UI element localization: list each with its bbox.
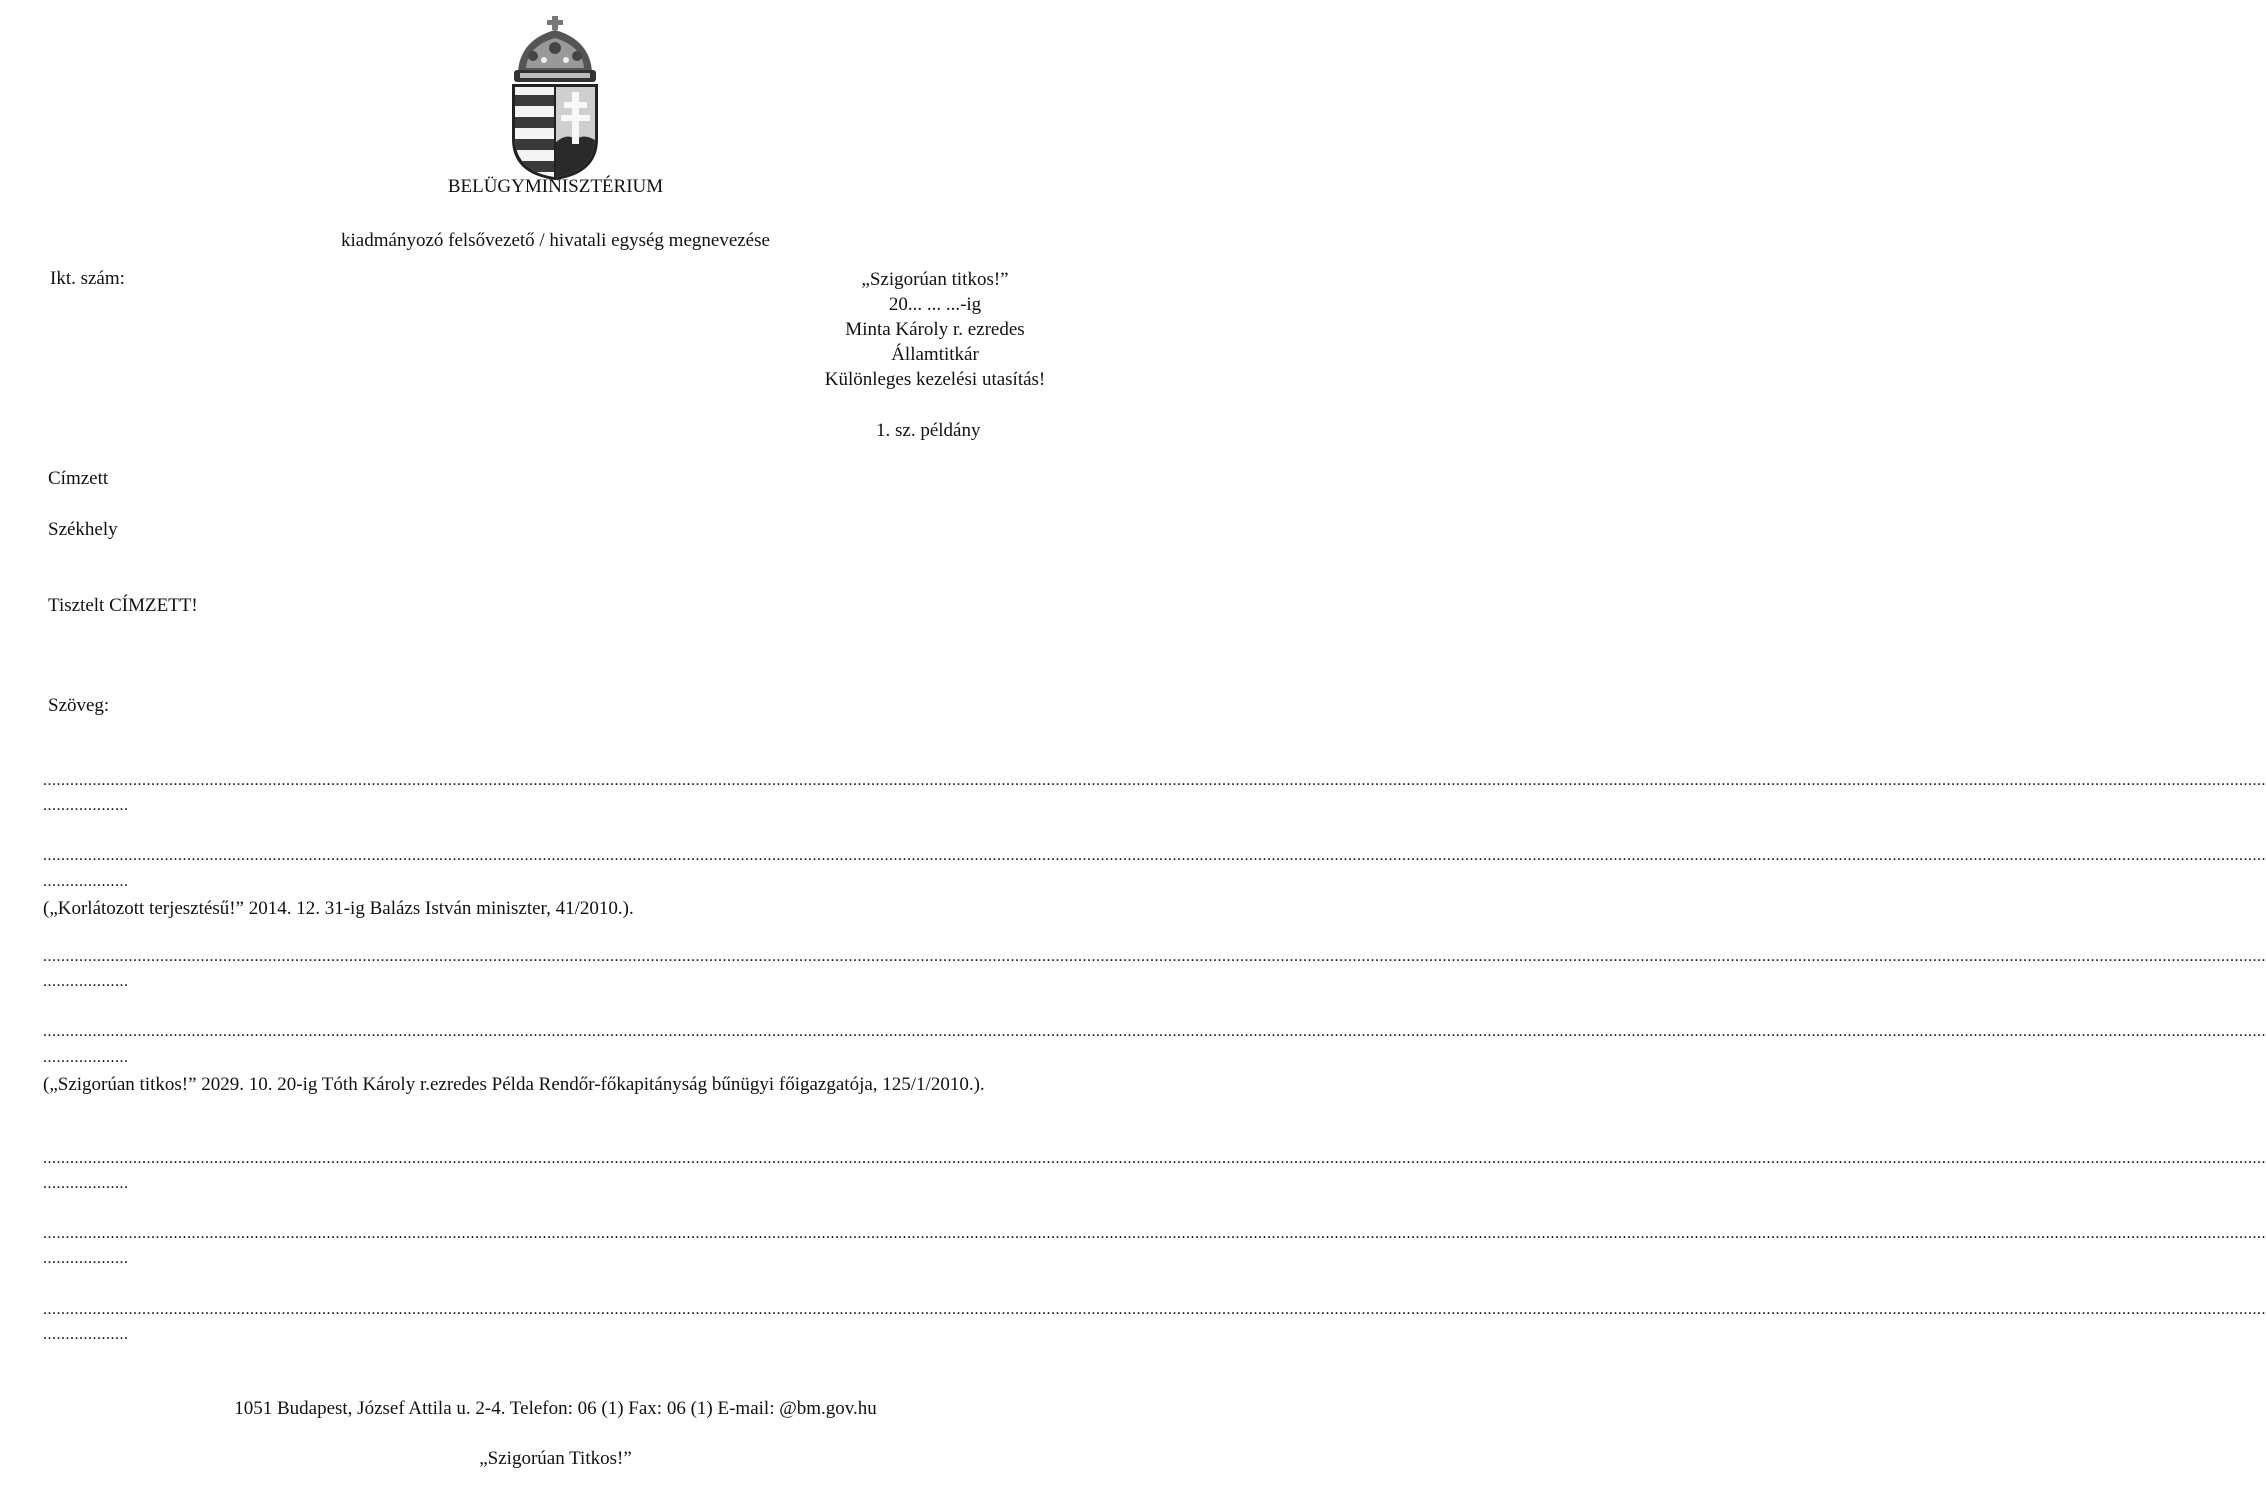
salutation: Tisztelt CÍMZETT! [48,595,198,616]
ministry-name: BELÜGYMINISZTÉRIUM [447,176,664,197]
addressee-name: Címzett [48,468,109,489]
addressee-seat: Székhely [48,519,118,540]
text-placeholder-line: .............................................................................................................................................................................................................................................................................................................................................................................................................................................................................................................. [43,948,2266,965]
text-placeholder-line-end: ................... [43,1175,129,1192]
text-placeholder-line-end: ................... [43,1250,129,1267]
text-placeholder-line-end: ................... [43,873,129,890]
classification-level: „Szigorúan titkos!” [861,269,1009,290]
coat-of-arms-emblem [508,14,602,184]
classifier-title: Államtitkár [891,344,979,365]
text-placeholder-line: .............................................................................................................................................................................................................................................................................................................................................................................................................................................................................................................. [43,1301,2266,1318]
classification-block [780,267,1090,392]
footer-address: 1051 Budapest, József Attila u. 2-4. Telefon: 06 (1) Fax: 06 (1) E-mail: @bm.gov.hu [234,1398,877,1419]
body-label: Szöveg: [48,695,110,716]
issuing-unit: kiadmányozó felsővezető / hivatali egység megnevezése [341,230,770,251]
text-placeholder-line: .............................................................................................................................................................................................................................................................................................................................................................................................................................................................................................................. [43,1225,2266,1242]
copy-number: 1. sz. példány [876,420,981,441]
classification-valid-until: 20... ... ...-ig [888,294,982,315]
text-placeholder-line: .............................................................................................................................................................................................................................................................................................................................................................................................................................................................................................................. [43,847,2266,864]
text-placeholder-line: .............................................................................................................................................................................................................................................................................................................................................................................................................................................................................................................. [43,772,2266,789]
text-placeholder-line-end: ................... [43,1049,129,1066]
handling-instruction: Különleges kezelési utasítás! [824,369,1046,390]
text-placeholder-line-end: ................... [43,973,129,990]
registration-number-label: Ikt. szám: [50,268,125,289]
classifier-name: Minta Károly r. ezredes [845,319,1025,340]
text-placeholder-line-end: ................... [43,1326,129,1343]
classification-note-second: („Szigorúan titkos!” 2029. 10. 20-ig Tóth Károly r.ezredes Példa Rendőr-főkapitányság bűnügyi főigazgatója, 125/1/2010.). [43,1074,985,1095]
text-placeholder-line: .............................................................................................................................................................................................................................................................................................................................................................................................................................................................................................................. [43,1023,2266,1040]
footer-classification: „Szigorúan Titkos!” [479,1448,632,1469]
text-placeholder-line: .............................................................................................................................................................................................................................................................................................................................................................................................................................................................................................................. [43,1150,2266,1167]
classification-note-first: („Korlátozott terjesztésű!” 2014. 12. 31-ig Balázs István miniszter, 41/2010.). [43,898,634,919]
text-placeholder-line-end: ................... [43,797,129,814]
